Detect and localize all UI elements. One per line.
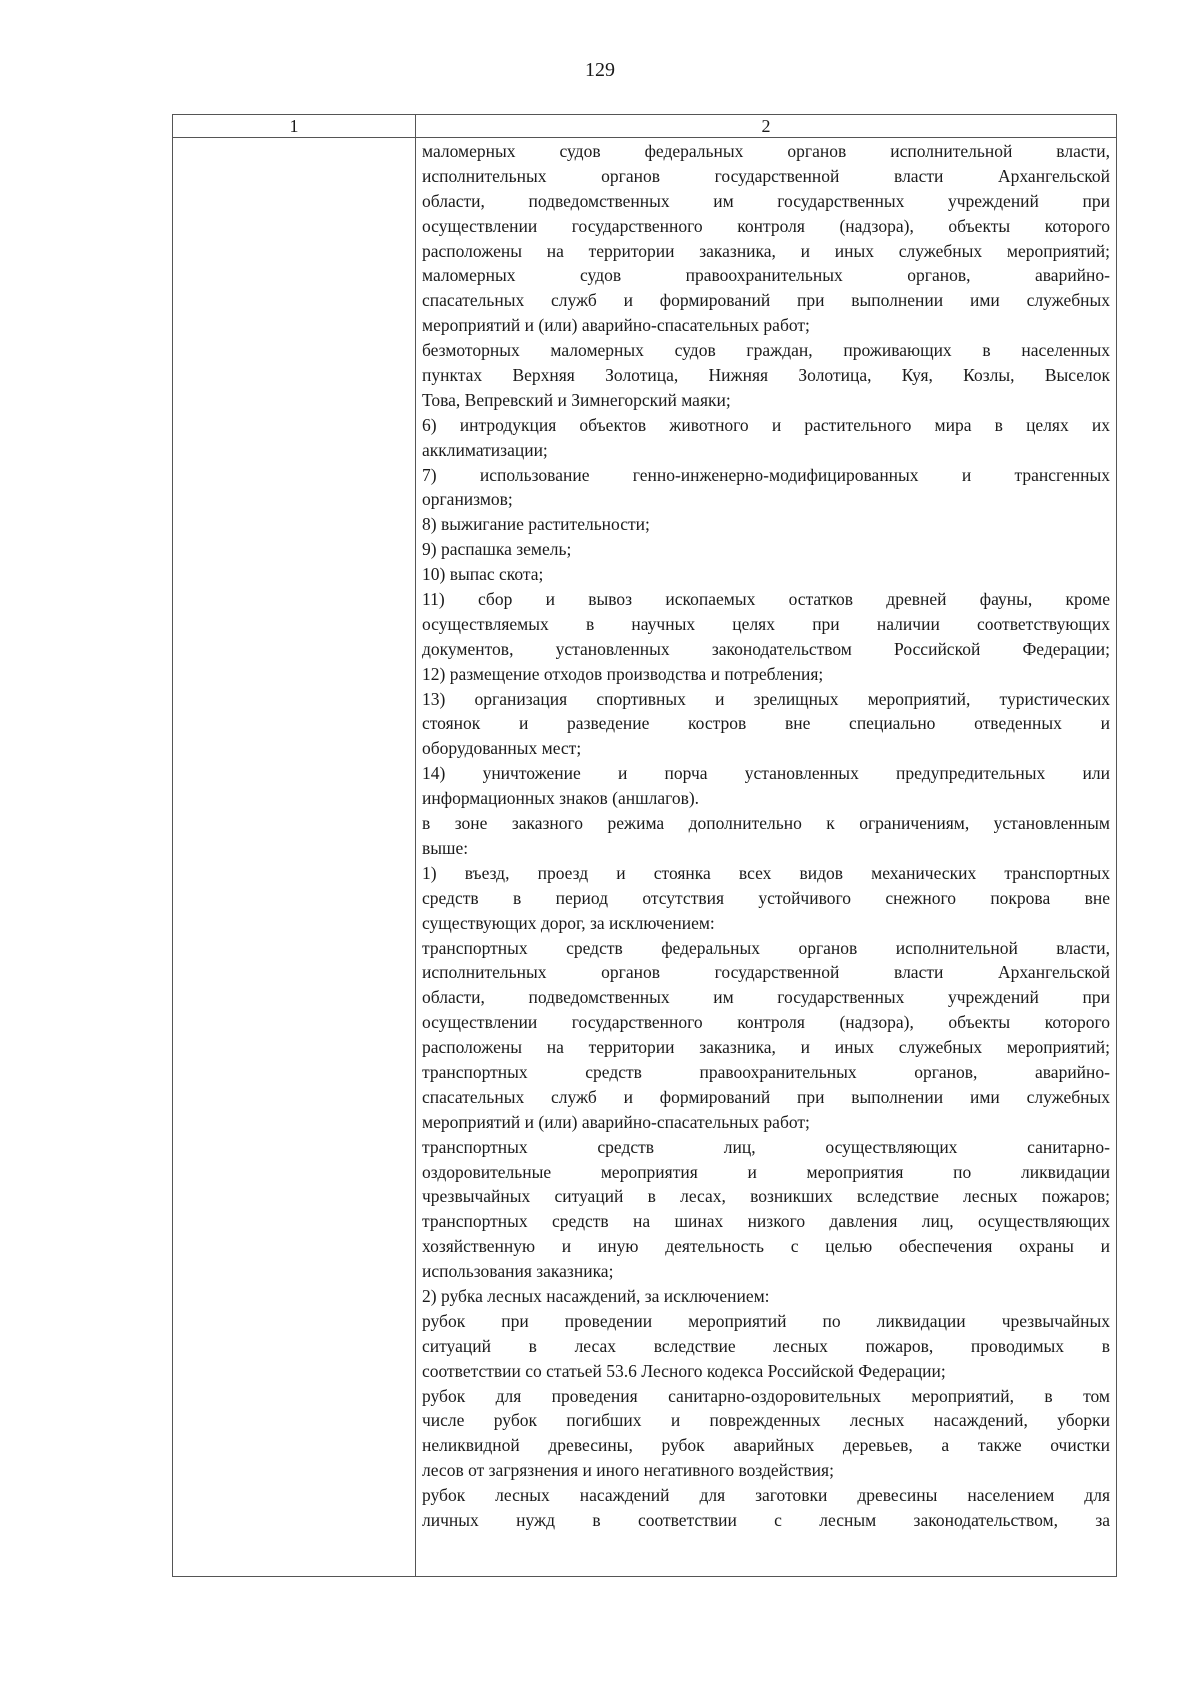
column-1-cell <box>173 138 416 1577</box>
text-line: спасательных служб и формирований при выполнении ими служебных <box>422 1086 1110 1107</box>
column-2-cell <box>416 138 1117 1577</box>
text-line: расположены на территории заказника, и иных служебных мероприятий; <box>422 1037 1110 1058</box>
text-line: исполнительных органов государственной власти Архангельской <box>422 962 1110 983</box>
page-number: 129 <box>585 59 615 81</box>
text-line: 14) уничтожение и порча установленных предупредительных или <box>422 763 1110 784</box>
text-line: неликвидной древесины, рубок аварийных деревьев, а также очистки <box>422 1435 1110 1456</box>
text-line: осуществляемых в научных целях при наличии соответствующих <box>422 613 1110 634</box>
text-line: числе рубок погибших и поврежденных лесных насаждений, уборки <box>422 1410 1110 1431</box>
text-line: безмоторных маломерных судов граждан, проживающих в населенных <box>422 340 1110 361</box>
text-line: лесов от загрязнения и иного негативного воздействия; <box>422 1460 834 1481</box>
text-line: 9) распашка земель; <box>422 539 572 560</box>
table-header-row <box>173 115 1117 138</box>
text-line: 13) организация спортивных и зрелищных мероприятий, туристических <box>422 688 1110 709</box>
text-line: расположены на территории заказника, и иных служебных мероприятий; <box>422 240 1110 261</box>
text-line: области, подведомственных им государственных учреждений при <box>422 987 1110 1008</box>
text-line: транспортных средств на шинах низкого давления лиц, осуществляющих <box>422 1211 1110 1232</box>
text-line: использования заказника; <box>422 1261 614 1282</box>
text-line: пунктах Верхняя Золотица, Нижняя Золотица, Куя, Козлы, Выселок <box>422 365 1110 386</box>
column-1-header: 1 <box>173 115 416 138</box>
text-line: оздоровительные мероприятия и мероприятия по ликвидации <box>422 1161 1110 1182</box>
text-line: личных нужд в соответствии с лесным законодательством, за <box>422 1509 1110 1530</box>
text-line: организмов; <box>422 489 513 510</box>
text-line: существующих дорог, за исключением: <box>422 912 715 933</box>
text-line: 11) сбор и вывоз ископаемых остатков древней фауны, кроме <box>422 589 1110 610</box>
text-line: ситуаций в лесах вследствие лесных пожаров, проводимых в <box>422 1335 1110 1356</box>
text-line: чрезвычайных ситуаций в лесах, возникших вследствие лесных пожаров; <box>422 1186 1110 1207</box>
text-line: 2) рубка лесных насаждений, за исключением: <box>422 1285 770 1306</box>
text-line: в зоне заказного режима дополнительно к ограничениям, установленным <box>422 813 1110 834</box>
text-line: выше: <box>422 837 469 858</box>
text-line: документов, установленных законодательством Российской Федерации; <box>422 638 1110 659</box>
text-line: 10) выпас скота; <box>422 564 544 585</box>
text-line: соответствии со статьей 53.6 Лесного кодекса Российской Федерации; <box>422 1360 946 1381</box>
text-line: 7) использование генно-инженерно-модифицированных и трансгенных <box>422 464 1110 485</box>
text-line: осуществлении государственного контроля (надзора), объекты которого <box>422 1012 1110 1033</box>
text-line: рубок при проведении мероприятий по ликвидации чрезвычайных <box>422 1310 1110 1331</box>
text-line: Това, Вепревский и Зимнегорский маяки; <box>422 389 731 410</box>
text-line: 6) интродукция объектов животного и растительного мира в целях их <box>422 414 1110 435</box>
text-line: транспортных средств лиц, осуществляющих санитарно- <box>422 1136 1110 1157</box>
text-line: средств в период отсутствия устойчивого снежного покрова вне <box>422 887 1110 908</box>
text-line: хозяйственную и иную деятельность с целью обеспечения охраны и <box>422 1236 1110 1257</box>
text-line: транспортных средств федеральных органов исполнительной власти, <box>422 937 1110 958</box>
text-line: 1) въезд, проезд и стоянка всех видов механических транспортных <box>422 862 1110 883</box>
document-table <box>172 114 1117 1577</box>
text-line: мероприятий и (или) аварийно-спасательных работ; <box>422 315 810 336</box>
text-line: 12) размещение отходов производства и потребления; <box>422 663 824 684</box>
table-row <box>173 138 1117 1577</box>
text-line: транспортных средств правоохранительных органов, аварийно- <box>422 1061 1110 1082</box>
text-line: стоянок и разведение костров вне специально отведенных и <box>422 713 1110 734</box>
text-line: исполнительных органов государственной власти Архангельской <box>422 165 1110 186</box>
column-2-header: 2 <box>416 115 1117 138</box>
text-line: оборудованных мест; <box>422 738 582 759</box>
text-line: рубок лесных насаждений для заготовки древесины населением для <box>422 1485 1110 1506</box>
text-line: осуществлении государственного контроля (надзора), объекты которого <box>422 215 1110 236</box>
text-line: маломерных судов федеральных органов исполнительной власти, <box>422 141 1110 161</box>
text-line: акклиматизации; <box>422 439 548 460</box>
text-line: маломерных судов правоохранительных органов, аварийно- <box>422 265 1110 286</box>
text-line: рубок для проведения санитарно-оздоровительных мероприятий, в том <box>422 1385 1110 1406</box>
text-line: 8) выжигание растительности; <box>422 514 650 535</box>
text-line: области, подведомственных им государственных учреждений при <box>422 190 1110 211</box>
text-line: спасательных служб и формирований при выполнении ими служебных <box>422 290 1110 311</box>
text-line: информационных знаков (аншлагов). <box>422 788 700 809</box>
text-line: мероприятий и (или) аварийно-спасательных работ; <box>422 1111 810 1132</box>
